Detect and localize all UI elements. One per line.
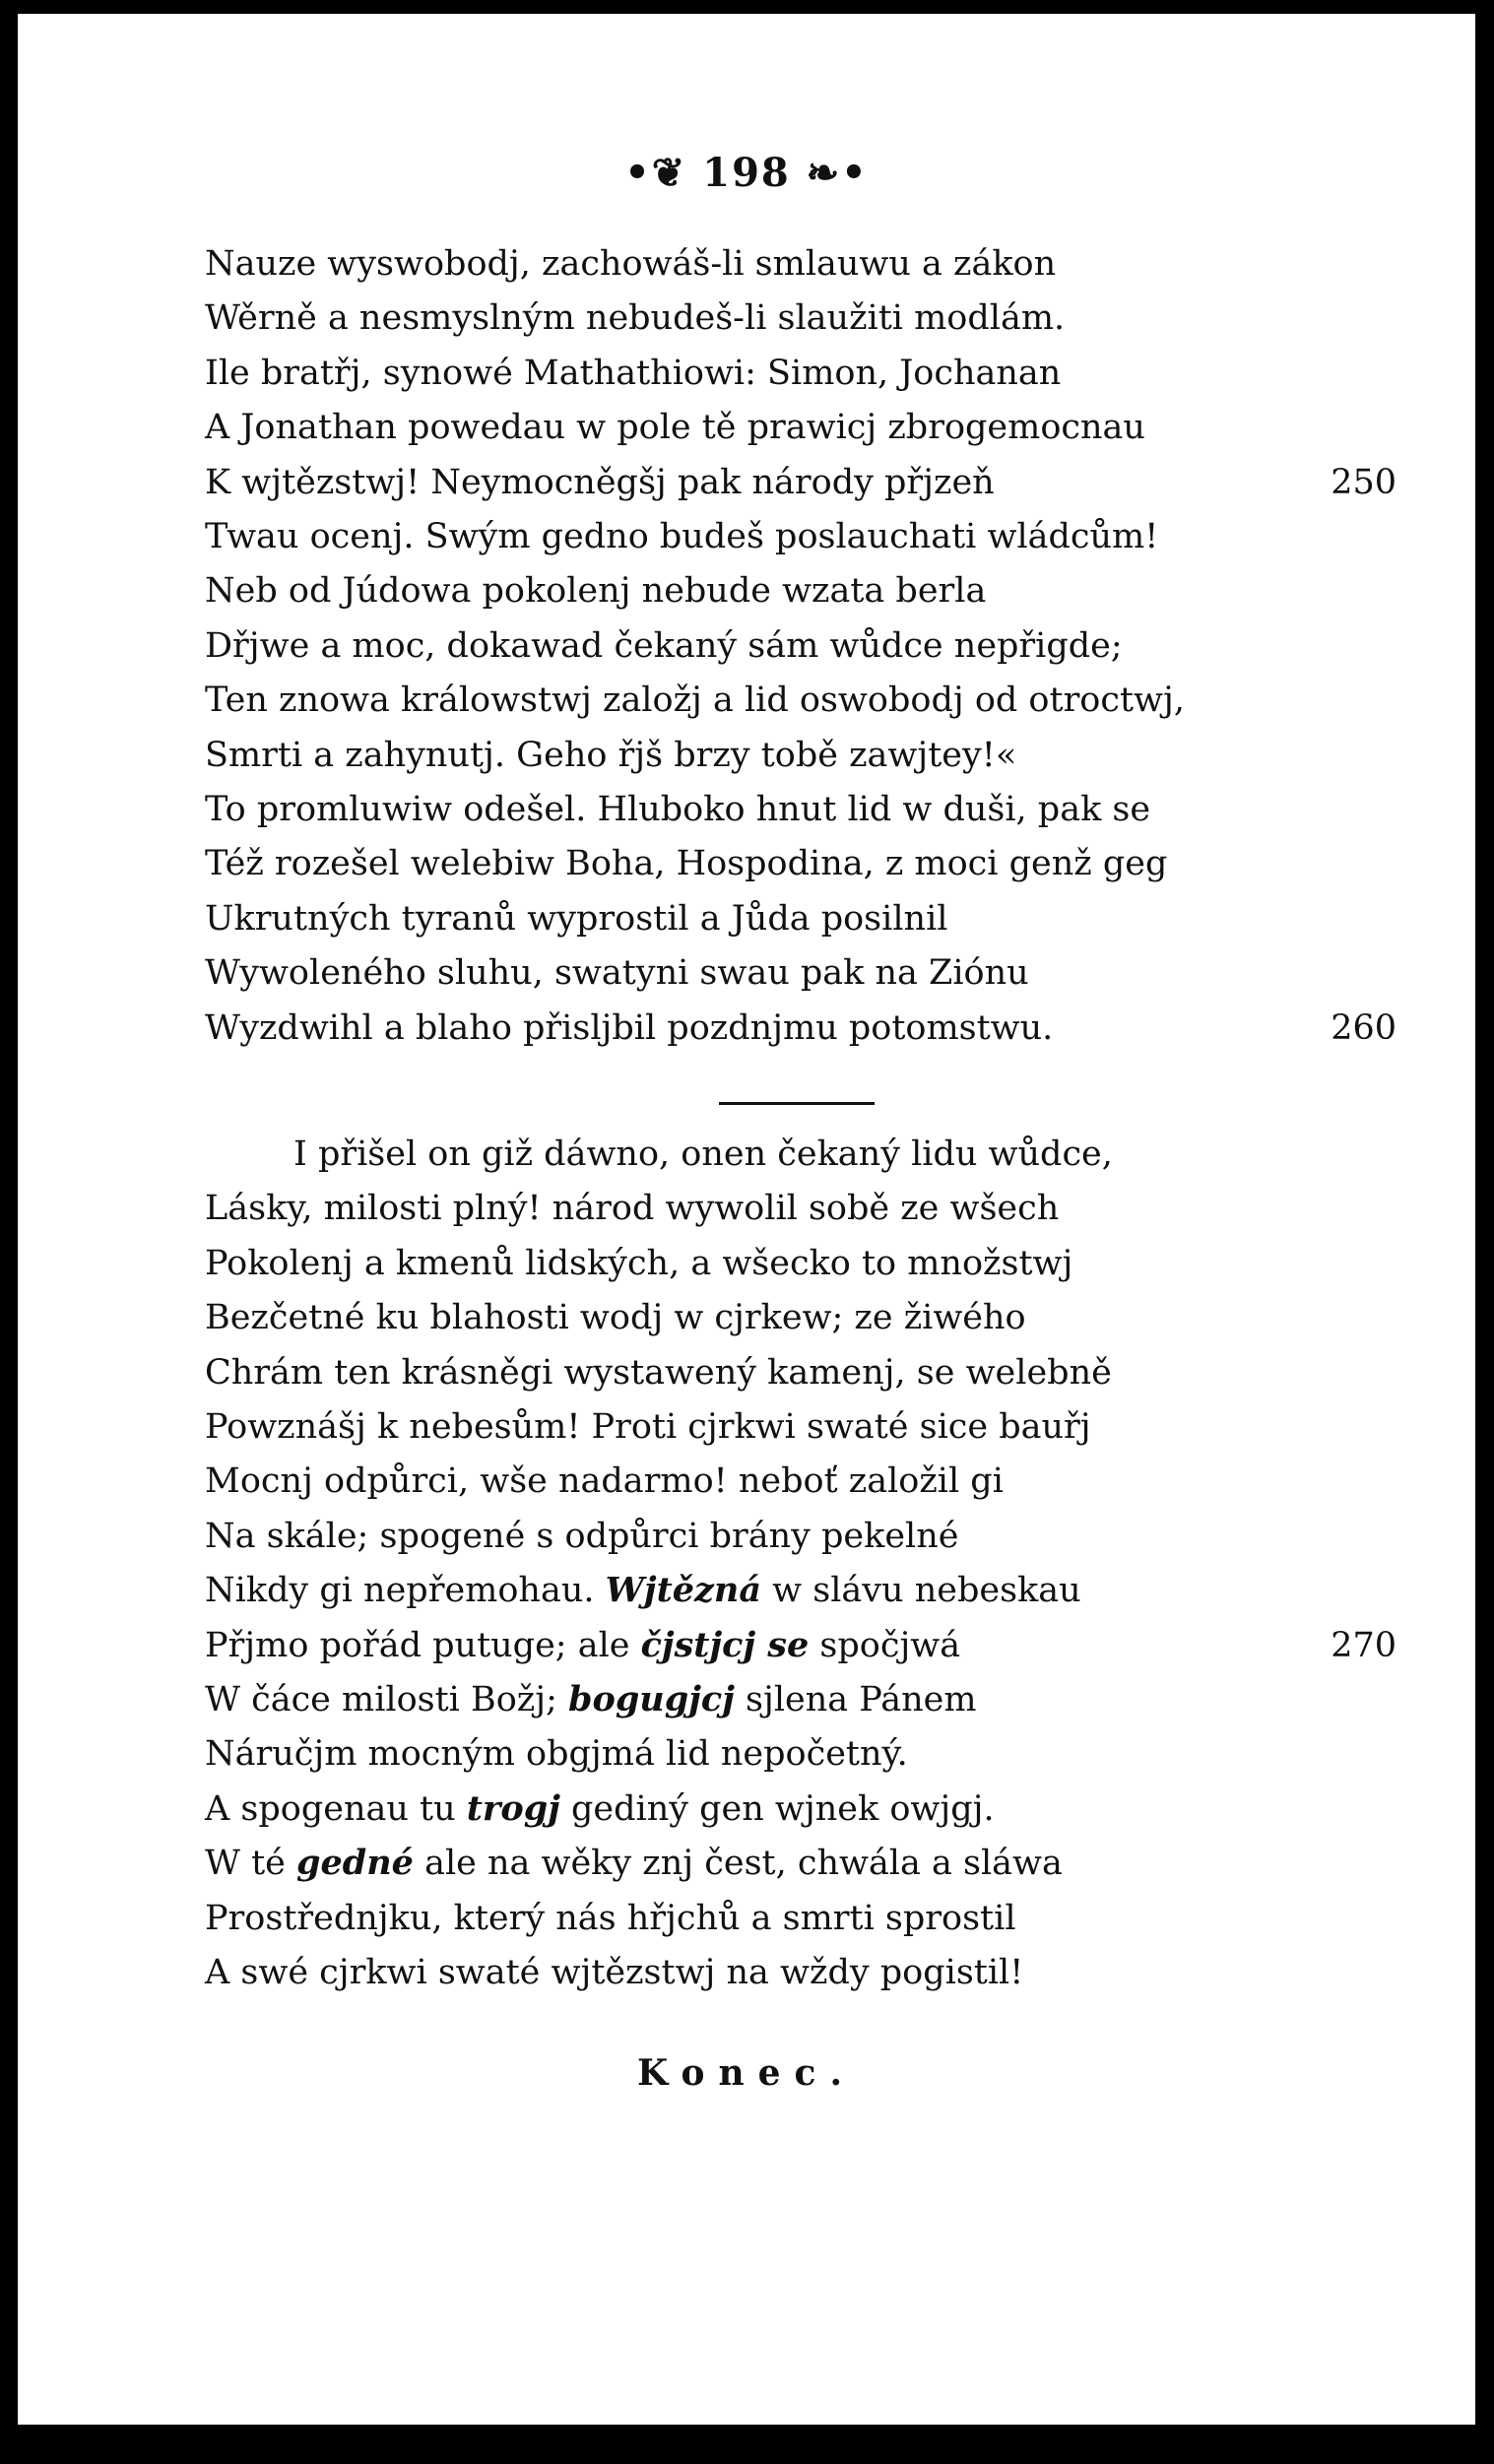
- verse-line: Též rozešel welebiw Boha, Hospodina, z moci genž geg: [205, 844, 1168, 884]
- line-number: 270: [1331, 1625, 1397, 1665]
- verse-text: sjlena Pánem: [734, 1680, 977, 1719]
- verse-line: Wyzdwihl a blaho přisljbil pozdnjmu potomstwu.: [205, 1007, 1054, 1048]
- verse-line: [205, 1236, 1308, 1291]
- verse-line: Neb od Júdowa pokolenj nebude wzata berla: [205, 571, 987, 612]
- verse-text: W čáce milosti Božj;: [205, 1680, 569, 1719]
- verse-text: Lásky, milosti plný! národ wywolil sobě ze wšech: [205, 1189, 1060, 1229]
- verse-text: Powznášj k nebesům! Proti cjrkwi swaté sice bauřj: [205, 1407, 1091, 1447]
- verse-line: Wěrně a nesmyslným nebudeš-li slaužiti modlám.: [205, 298, 1066, 339]
- line-number: 260: [1331, 1007, 1397, 1048]
- verse-text: Náručjm mocným obgjmá lid nepočetný.: [205, 1734, 908, 1775]
- verse-line: [205, 1836, 1308, 1891]
- verse-line: [205, 1945, 1308, 2000]
- verse-line: [205, 1454, 1308, 1509]
- verse-line: [205, 1618, 1308, 1673]
- verse-line: [205, 1181, 1308, 1236]
- end-text: Konec.: [636, 2052, 857, 2094]
- verse-text: A spogenau tu: [205, 1788, 467, 1829]
- verse-line: [205, 1891, 1308, 1946]
- verse-text: Bezčetné ku blahosti wodj w cjrkew; ze žiwého: [205, 1298, 1026, 1338]
- verse-text: Pokolenj a kmenů lidských, a wšecko to množstwj: [205, 1243, 1073, 1283]
- verse-line: [205, 1782, 1308, 1837]
- emphasized-text: bogugjcj: [568, 1679, 735, 1719]
- verse-line: [205, 1399, 1308, 1455]
- verse-text: I přišel on giž dáwno, onen čekaný lidu wůdce,: [293, 1135, 1113, 1174]
- page-header: •❦ 198 ❧•: [624, 150, 869, 196]
- emphasized-text: čjstjcj se: [640, 1624, 810, 1665]
- verse-text: Přjmo pořád putuge; ale: [205, 1625, 641, 1665]
- verse-line: A Jonathan powedau w pole tě prawicj zbrogemocnau: [205, 408, 1145, 448]
- verse-text: Mocnj odpůrci, wše nadarmo! neboť založil gi: [205, 1461, 1004, 1502]
- emphasized-text: Wjtězná: [605, 1570, 762, 1611]
- verse-text: spočjwá: [809, 1625, 961, 1665]
- verse-line: [205, 1509, 1308, 1564]
- verse-text: A swé cjrkwi swaté wjtězstwj na wždy pogistil!: [205, 1953, 1024, 1992]
- verse-text: Chrám ten krásněgi wystawený kamenj, se welebně: [205, 1352, 1112, 1393]
- verse-line: Ile bratřj, synowé Mathathiowi: Simon, Jochanan: [205, 353, 1062, 393]
- verse-line: Wywoleného sluhu, swatyni swau pak na Ziónu: [205, 953, 1029, 994]
- verse-line: [205, 1672, 1308, 1727]
- line-number: 250: [1331, 462, 1397, 502]
- verse-line: [205, 1290, 1308, 1345]
- verse-line: Ten znowa králowstwj založj a lid oswobodj od otroctwj,: [205, 681, 1185, 721]
- verse-text: w slávu nebeskau: [761, 1571, 1081, 1611]
- verse-line: To promluwiw odešel. Hluboko hnut lid w duši, pak se: [205, 790, 1151, 829]
- verse-line: [205, 1563, 1308, 1618]
- verse-line: [205, 1726, 1308, 1782]
- verse-line: Dřjwe a moc, dokawad čekaný sám wůdce nepřigde;: [205, 625, 1123, 666]
- verse-text: Na skále; spogené s odpůrci brány pekelné: [205, 1516, 959, 1556]
- verse-line: Nauze wyswobodj, zachowáš-li smlauwu a zákon: [205, 244, 1057, 284]
- emphasized-text: trogj: [466, 1787, 560, 1829]
- verse-line: Twau ocenj. Swým gedno budeš poslauchati wládcům!: [205, 517, 1159, 556]
- section-divider: [719, 1102, 875, 1105]
- verse-line: [293, 1127, 1397, 1182]
- verse-line: Ukrutných tyranů wyprostil a Jůda posilnil: [205, 898, 948, 939]
- verse-line: K wjtězstwj! Neymocněgšj pak národy přjzeň: [205, 462, 995, 502]
- book-page: [18, 14, 1475, 2425]
- verse-text: gediný gen wjnek owjgj.: [559, 1788, 995, 1829]
- verse-text: W té: [205, 1844, 297, 1884]
- verse-text: Nikdy gi nepřemohau.: [205, 1571, 606, 1611]
- verse-text: Prostřednjku, který nás hřjchů a smrti sprostil: [205, 1898, 1016, 1938]
- emphasized-text: gedné: [296, 1843, 414, 1884]
- verse-text: ale na wěky znj čest, chwála a sláwa: [413, 1844, 1063, 1884]
- verse-line: [205, 1345, 1308, 1400]
- verse-line: Smrti a zahynutj. Geho řjš brzy tobě zawjtey!«: [205, 735, 1017, 775]
